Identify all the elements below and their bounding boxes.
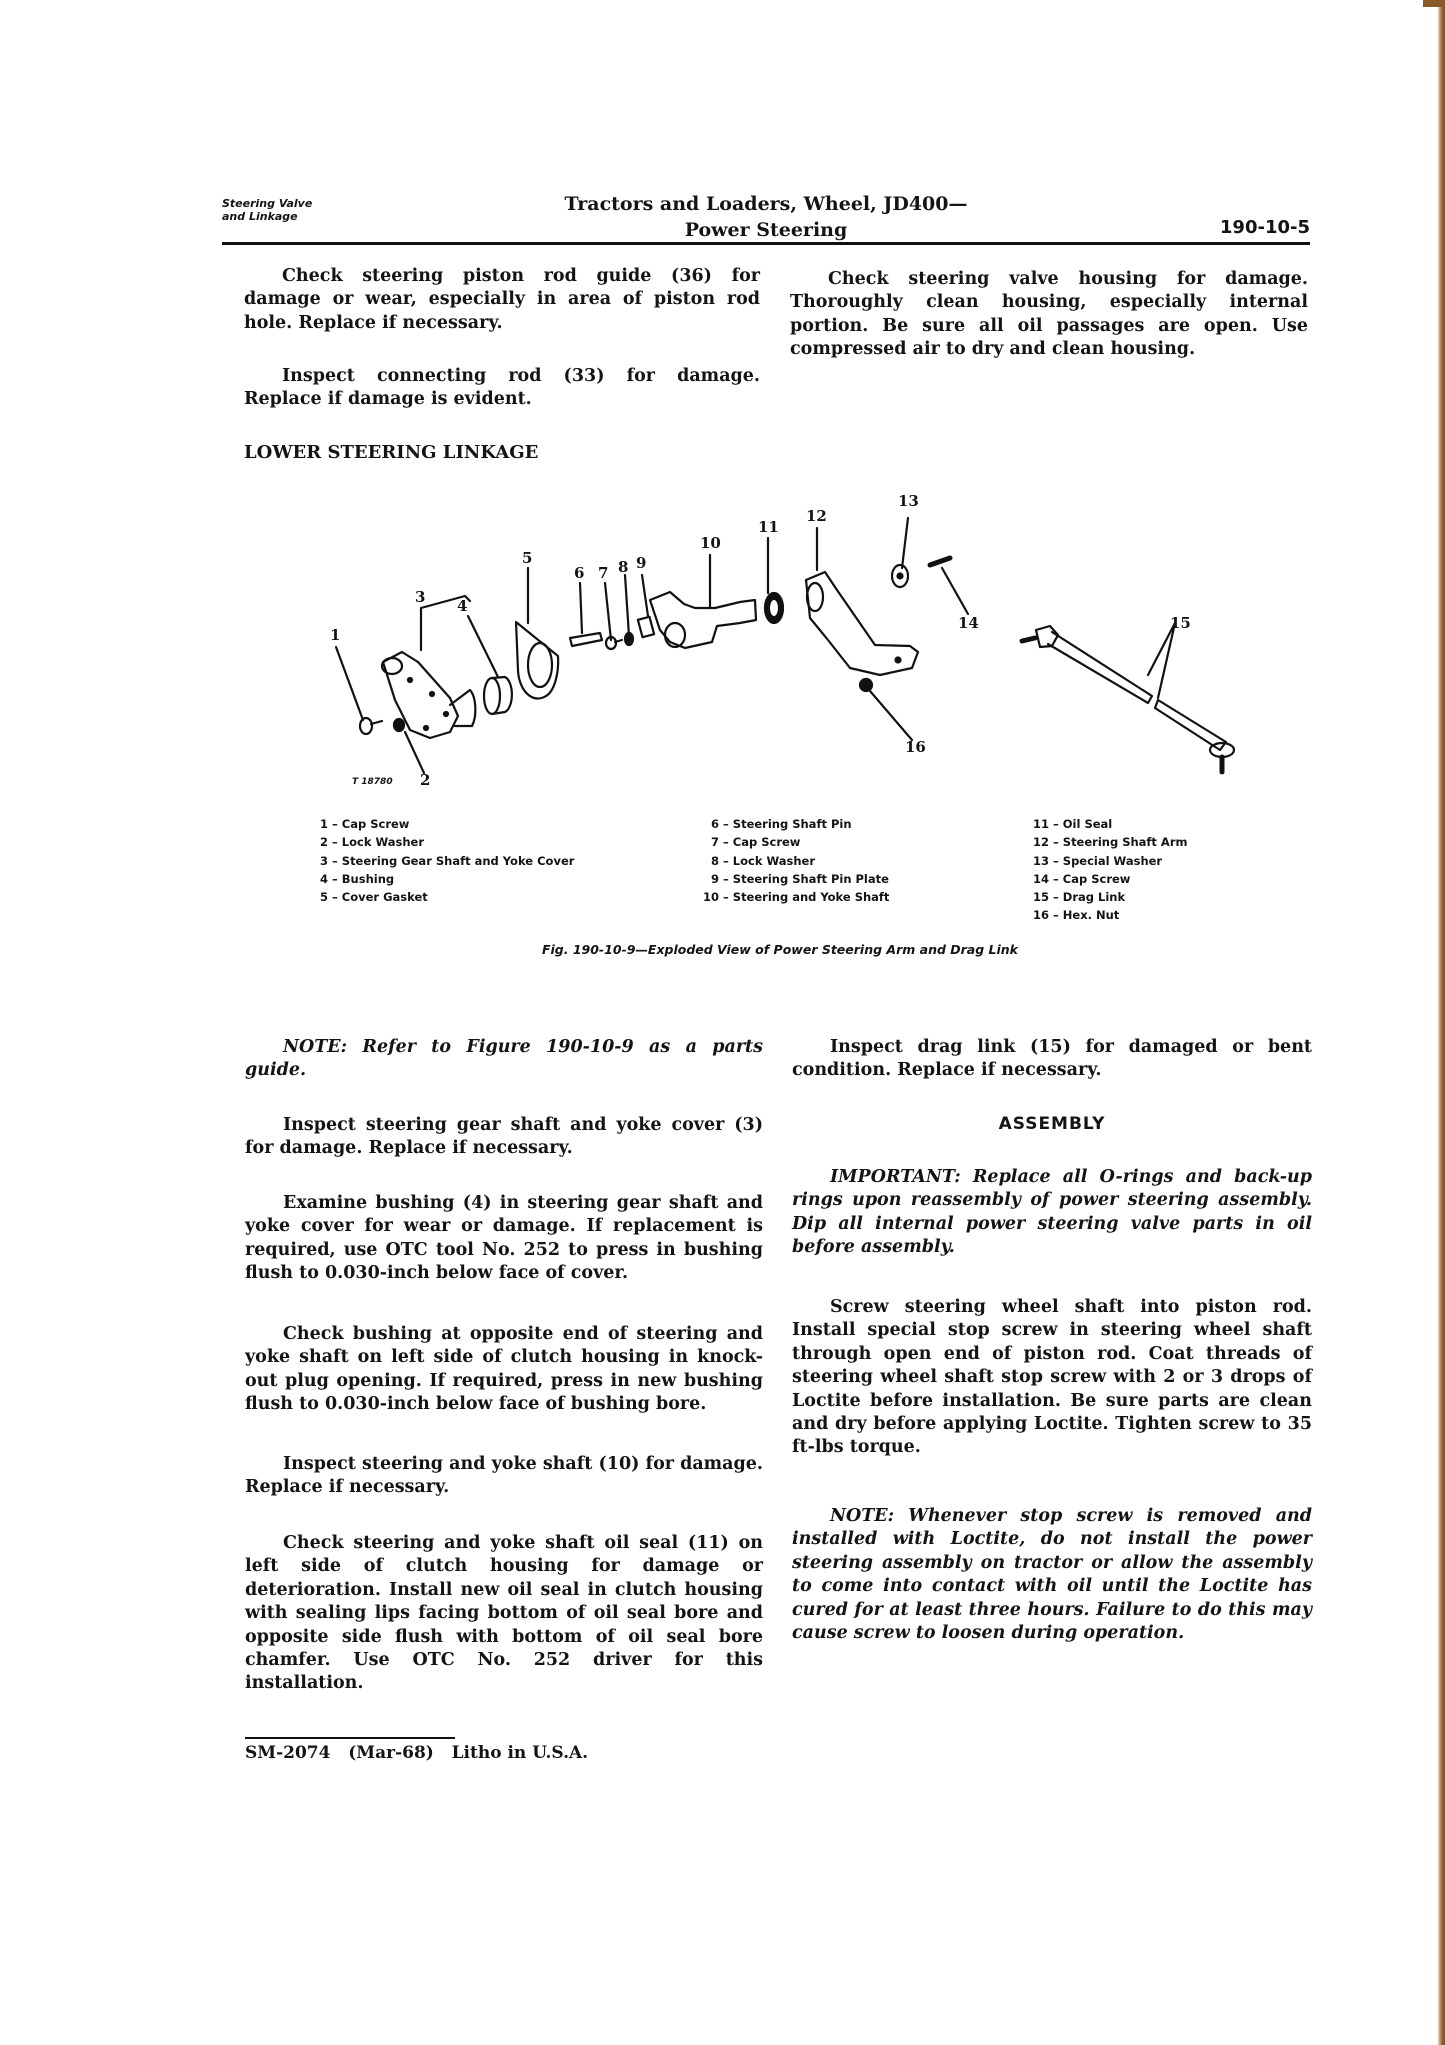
part-lock-washer-8: [625, 633, 633, 645]
callout-8: 8: [618, 558, 629, 576]
legend-item: 10 – Steering and Yoke Shaft: [703, 890, 890, 905]
page-title-line2: Power Steering: [684, 219, 848, 241]
section-label-line2: and Linkage: [222, 210, 298, 223]
callout-12: 12: [806, 507, 827, 525]
footer: [245, 1737, 588, 1763]
callout-10: 10: [700, 534, 721, 552]
paragraph-piston-rod-guide: Check steering piston rod guide (36) for damage or wear, especially in area of piston rod hole. Replace if necessary.: [244, 266, 760, 333]
leader-15b: [1158, 623, 1175, 698]
callout-4: 4: [457, 597, 468, 615]
paragraph-bushing: Examine bushing (4) in steering gear shaft and yoke cover for wear or damage. If replacement is required, use OTC tool No. 252 to press in bushing flush to 0.030-inch below face of cover.: [245, 1193, 763, 1284]
part-pin-plate-9: [638, 617, 654, 637]
part-cap-screw-1: [360, 718, 372, 734]
legend-item: 13 – Special Washer: [1033, 853, 1163, 868]
callout-16: 16: [905, 738, 926, 756]
callout-11: 11: [758, 518, 779, 536]
legend-column-2: [703, 815, 889, 906]
leader-7: [605, 583, 611, 640]
section-heading-assembly: ASSEMBLY: [998, 1114, 1106, 1134]
part-cap-screw-14: [930, 558, 950, 565]
legend-item: 8 – Lock Washer: [711, 853, 816, 868]
paragraph-yoke-cover: Inspect steering gear shaft and yoke cover (3) for damage. Replace if necessary.: [245, 1115, 763, 1159]
part-bushing-4: [484, 678, 500, 714]
legend-item: 11 – Oil Seal: [1033, 817, 1113, 831]
legend-item: 1 – Cap Screw: [320, 817, 410, 831]
callout-14: 14: [958, 614, 979, 632]
legend-column-1: [320, 815, 574, 906]
paragraph-connecting-rod: Inspect connecting rod (33) for damage. Replace if damage is evident.: [244, 366, 760, 410]
leader-2: [405, 732, 424, 773]
running-head: [222, 195, 1310, 245]
page-number: 190-10-5: [1219, 217, 1310, 238]
page-edge: [1438, 0, 1445, 2045]
leader-1: [336, 647, 363, 720]
paragraph-stop-screw: Screw steering wheel shaft into piston rod. Install special stop screw in steering wheel shaft through open end of piston rod. Coat threads of steering wheel shaft stop screw with 2 or 3 drops of Loctite before installation. Be sure parts are clean and dry before applying Loctite. Tighten screw to 35 ft-lbs torque.: [792, 1297, 1312, 1458]
note-parts-guide: NOTE: Refer to Figure 190-10-9 as a parts guide.: [245, 1037, 763, 1081]
figure-caption: Fig. 190-10-9—Exploded View of Power Steering Arm and Drag Link: [541, 942, 1019, 957]
part-drag-link-15: [1022, 626, 1234, 772]
part-lock-washer-2: [394, 719, 404, 731]
legend-item: 15 – Drag Link: [1033, 890, 1126, 905]
part-hex-nut-16: [860, 679, 872, 691]
callout-13: 13: [898, 492, 919, 510]
note-loctite: NOTE: Whenever stop screw is removed and installed with Loctite, do not install the power steering assembly on tractor or allow the assembly to come into contact with oil until the Loctite has cured for at least three hours. Failure to do this may cause screw to loosen during operation.: [792, 1506, 1312, 1644]
legend-item: 14 – Cap Screw: [1033, 871, 1131, 886]
page-title: [222, 191, 1310, 243]
exploded-view-diagram: [300, 480, 1260, 810]
section-label-line1: Steering Valve: [222, 197, 313, 210]
manual-date: (Mar-68): [348, 1743, 434, 1763]
leader-8: [625, 575, 629, 636]
footer-text: [245, 1743, 588, 1763]
leader-4: [468, 616, 498, 677]
legend-column-3: [1033, 815, 1187, 925]
manual-number: SM-2074: [245, 1743, 331, 1763]
drawing-number: T 18780: [352, 777, 393, 787]
legend-item: 12 – Steering Shaft Arm: [1033, 835, 1188, 850]
callout-1: 1: [330, 626, 341, 644]
printer-line: Litho in U.S.A.: [451, 1743, 589, 1763]
footer-rule: [245, 1737, 455, 1739]
page-corner: [1423, 0, 1445, 7]
paragraph-valve-housing: Check steering valve housing for damage. Thoroughly clean housing, especially internal portion. Be sure all oil passages are open. Use compressed air to dry and clean housing.: [790, 269, 1308, 360]
part-shaft-pin-6: [570, 633, 602, 646]
legend-item: 6 – Steering Shaft Pin: [711, 817, 852, 831]
legend-item: 4 – Bushing: [320, 871, 395, 886]
paragraph-opposite-bushing: Check bushing at opposite end of steering and yoke shaft on left side of clutch housing in knock-out plug opening. If required, press in new bushing flush to 0.030-inch below face of bushing bore.: [245, 1324, 763, 1415]
legend-item: 3 – Steering Gear Shaft and Yoke Cover: [320, 853, 575, 868]
legend-item: 9 – Steering Shaft Pin Plate: [711, 871, 889, 886]
callout-5: 5: [522, 549, 533, 567]
leader-6: [580, 583, 582, 633]
leader-14: [942, 568, 968, 614]
callout-9: 9: [636, 554, 647, 572]
header-rule: [222, 242, 1310, 245]
section-heading-lower-steering-linkage: LOWER STEERING LINKAGE: [244, 442, 539, 463]
callout-6: 6: [574, 564, 585, 582]
callout-3: 3: [415, 588, 426, 606]
leader-16: [870, 691, 912, 740]
legend-item: 16 – Hex. Nut: [1033, 908, 1120, 923]
paragraph-drag-link: Inspect drag link (15) for damaged or bent condition. Replace if necessary.: [792, 1037, 1312, 1081]
legend-item: 7 – Cap Screw: [711, 835, 801, 850]
legend-item: 2 – Lock Washer: [320, 835, 425, 850]
callout-2: 2: [420, 771, 431, 789]
paragraph-oil-seal: Check steering and yoke shaft oil seal (11) on left side of clutch housing for damage or deterioration. Install new oil seal in clutch housing with sealing lips facing bottom of oil seal bore and opposite side flush with bottom of oil seal bore chamfer. Use OTC No. 252 driver for this installation.: [245, 1533, 763, 1694]
callout-15: 15: [1170, 614, 1191, 632]
callout-7: 7: [598, 564, 609, 582]
legend-item: 5 – Cover Gasket: [320, 890, 428, 905]
leader-13: [902, 518, 908, 568]
important-note: IMPORTANT: Replace all O-rings and back-up rings upon reassembly of power steering assembly. Dip all internal power steering valve parts in oil before assembly.: [792, 1167, 1312, 1258]
leader-9: [642, 575, 648, 616]
diagram-drawing: [300, 480, 1260, 810]
page-title-line1: Tractors and Loaders, Wheel, JD400—: [564, 193, 968, 215]
paragraph-yoke-shaft: Inspect steering and yoke shaft (10) for damage. Replace if necessary.: [245, 1454, 763, 1498]
